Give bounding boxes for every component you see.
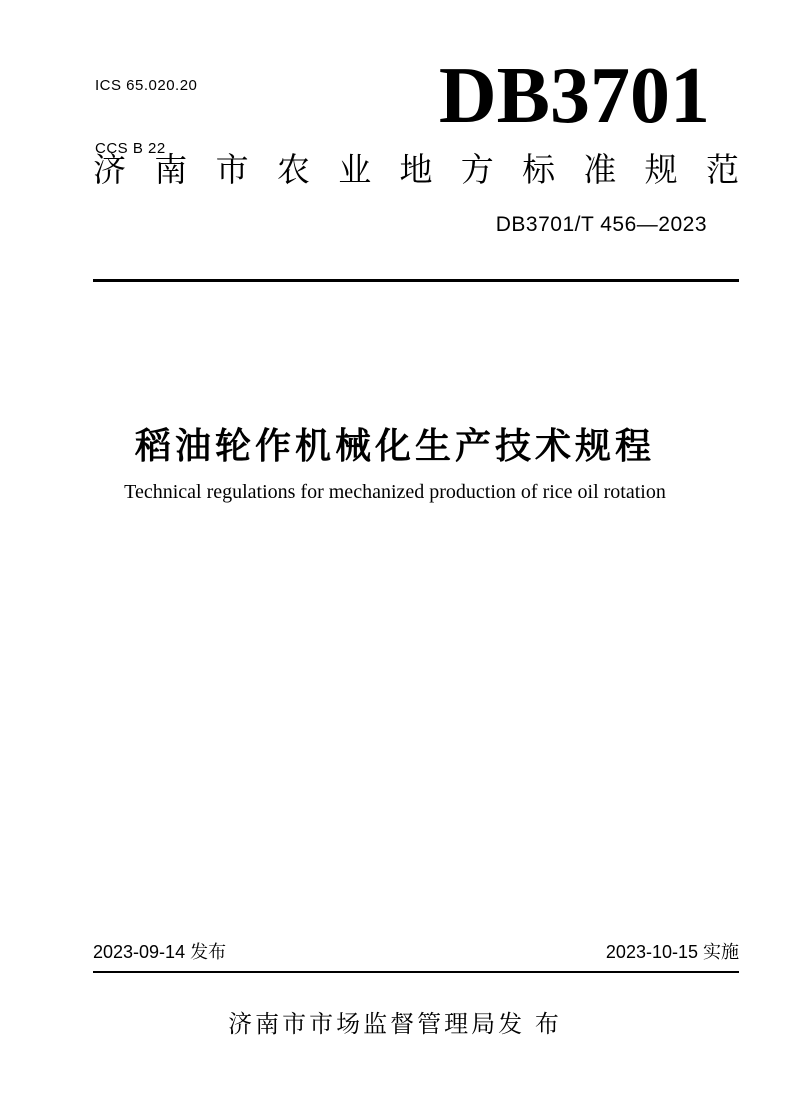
ics-code: ICS 65.020.20 [95,77,198,94]
footer-rule [93,971,739,973]
standard-category-line: 济 南 市 农 业 地 方 标 准 规 范 [93,151,739,188]
header-rule [93,279,739,282]
standard-body-logo: DB3701 [438,52,710,140]
ccs-code: CCS B 22 [95,140,166,157]
document-title-en: Technical regulations for mechanized production of rice oil rotation [124,481,666,503]
document-title-cn: 稻油轮作机械化生产技术规程 [134,425,655,466]
dates-row [93,942,739,964]
publisher-line: 济南市市场监督管理局发 布 [228,1011,562,1038]
implement-date: 2023-10-15 实施 [605,942,739,962]
standard-number: DB3701/T 456—2023 [495,213,707,236]
issue-date: 2023-09-14 发布 [93,942,227,962]
